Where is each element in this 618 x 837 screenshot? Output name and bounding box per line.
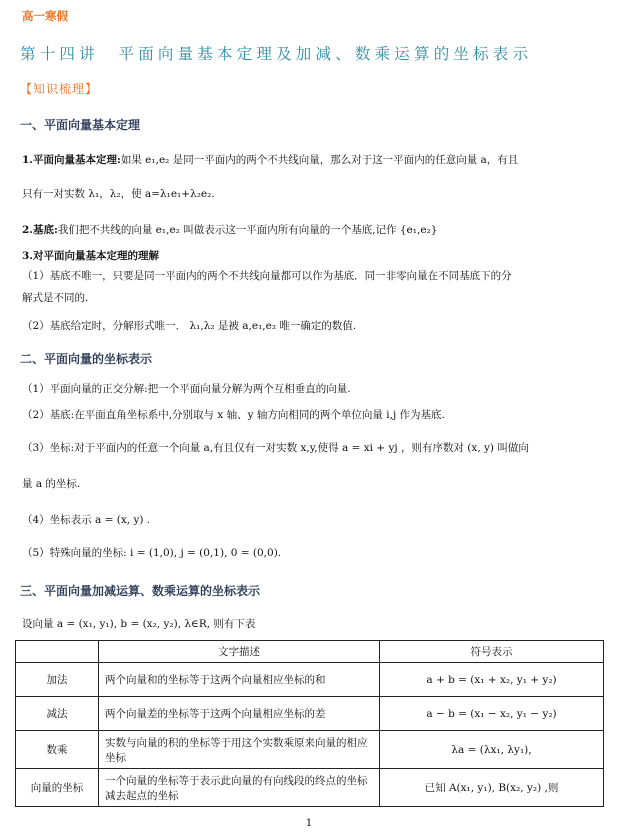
coord-item-5: （5）特殊向量的坐标: i = (1,0), j = (0,1), 0 = (0,0). xyxy=(22,547,282,559)
table-cell-sym: a + b = (x₁ + x₂, y₁ + y₂) xyxy=(380,663,604,697)
table-header-cell: 文字描述 xyxy=(99,641,380,663)
coord-item-1: （1）平面向量的正交分解:把一个平面向量分解为两个互相垂直的向量. xyxy=(22,383,351,395)
section-3-title: 三、平面向量加减运算、数乘运算的坐标表示 xyxy=(20,584,261,598)
table-cell-sym: 已知 A(x₁, y₁), B(x₂, y₂) ,则 xyxy=(380,769,604,807)
theorem-paragraph xyxy=(22,152,518,167)
table-header-row xyxy=(16,641,604,663)
coord-item-2: （2）基底:在平面直角坐标系中,分别取与 x 轴、y 轴方向相同的两个单位向量 i,j 作为基底. xyxy=(22,409,445,421)
table-cell-sym: λa = (λx₁, λy₁), xyxy=(380,731,604,769)
table-cell-op: 向量的坐标 xyxy=(16,769,99,807)
table-row xyxy=(16,769,604,807)
table-cell-op: 加法 xyxy=(16,663,99,697)
understanding-item-2: （2）基底给定时，分解形式唯一． λ₁,λ₂ 是被 a,e₁,e₂ 唯一确定的数值. xyxy=(22,320,357,332)
understanding-head: 3.对平面向量基本定理的理解 xyxy=(22,250,159,262)
table-cell-desc: 两个向量和的坐标等于这两个向量相应坐标的和 xyxy=(99,663,380,697)
basis-paragraph xyxy=(22,222,437,237)
page-number: 1 xyxy=(305,818,313,829)
table-cell-op: 数乘 xyxy=(16,731,99,769)
table-cell-op: 减法 xyxy=(16,697,99,731)
theorem-text: 如果 e₁,e₂ 是同一平面内的两个不共线向量，那么对于这一平面内的任意向量 a，有且 xyxy=(120,154,519,166)
coord-item-4: （4）坐标表示 a = (x, y) . xyxy=(22,514,151,526)
table-cell-desc: 两个向量差的坐标等于这两个向量相应坐标的差 xyxy=(99,697,380,731)
theorem-line2: 只有一对实数 λ₁，λ₂，使 a=λ₁e₁+λ₂e₂. xyxy=(22,188,215,200)
coordinate-operations-table xyxy=(15,640,604,807)
table-cell-desc: 实数与向量的积的坐标等于用这个实数乘原来向量的相应坐标 xyxy=(99,731,380,769)
understanding-item-1b: 解式是不同的. xyxy=(22,292,89,304)
table-header-cell xyxy=(16,641,99,663)
lecture-title: 第十四讲 平面向量基本定理及加减、数乘运算的坐标表示 xyxy=(20,45,533,63)
table-row xyxy=(16,731,604,769)
section-1-title: 一、平面向量基本定理 xyxy=(20,118,141,132)
theorem-head: 1.平面向量基本定理: xyxy=(22,154,121,166)
table-header-cell: 符号表示 xyxy=(380,641,604,663)
header-label: 高一寒假 xyxy=(22,9,68,23)
table-row xyxy=(16,663,604,697)
basis-head: 2.基底: xyxy=(22,224,58,236)
understanding-item-1: （1）基底不唯一，只要是同一平面内的两个不共线向量都可以作为基底．同一非零向量在不同基底下的分 xyxy=(22,270,512,282)
table-row xyxy=(16,697,604,731)
table-cell-desc: 一个向量的坐标等于表示此向量的有向线段的终点的坐标减去起点的坐标 xyxy=(99,769,380,807)
section-2-title: 二、平面向量的坐标表示 xyxy=(20,352,153,366)
coord-item-3b: 量 a 的坐标. xyxy=(22,478,81,490)
section-3-intro: 设向量 a = (x₁, y₁), b = (x₂, y₂), λ∈R, 则有下表 xyxy=(22,618,256,630)
table-cell-sym: a − b = (x₁ − x₂, y₁ − y₂) xyxy=(380,697,604,731)
basis-text: 我们把不共线的向量 e₁,e₂ 叫做表示这一平面内所有向量的一个基底,记作 {e₁,e₂} xyxy=(57,224,438,236)
section-tag: 【知识梳理】 xyxy=(20,82,99,96)
coord-item-3: （3）坐标:对于平面内的任意一个向量 a,有且仅有一对实数 x,y,使得 a = xi + yj ，则有序数对 (x, y) 叫做向 xyxy=(22,442,529,454)
